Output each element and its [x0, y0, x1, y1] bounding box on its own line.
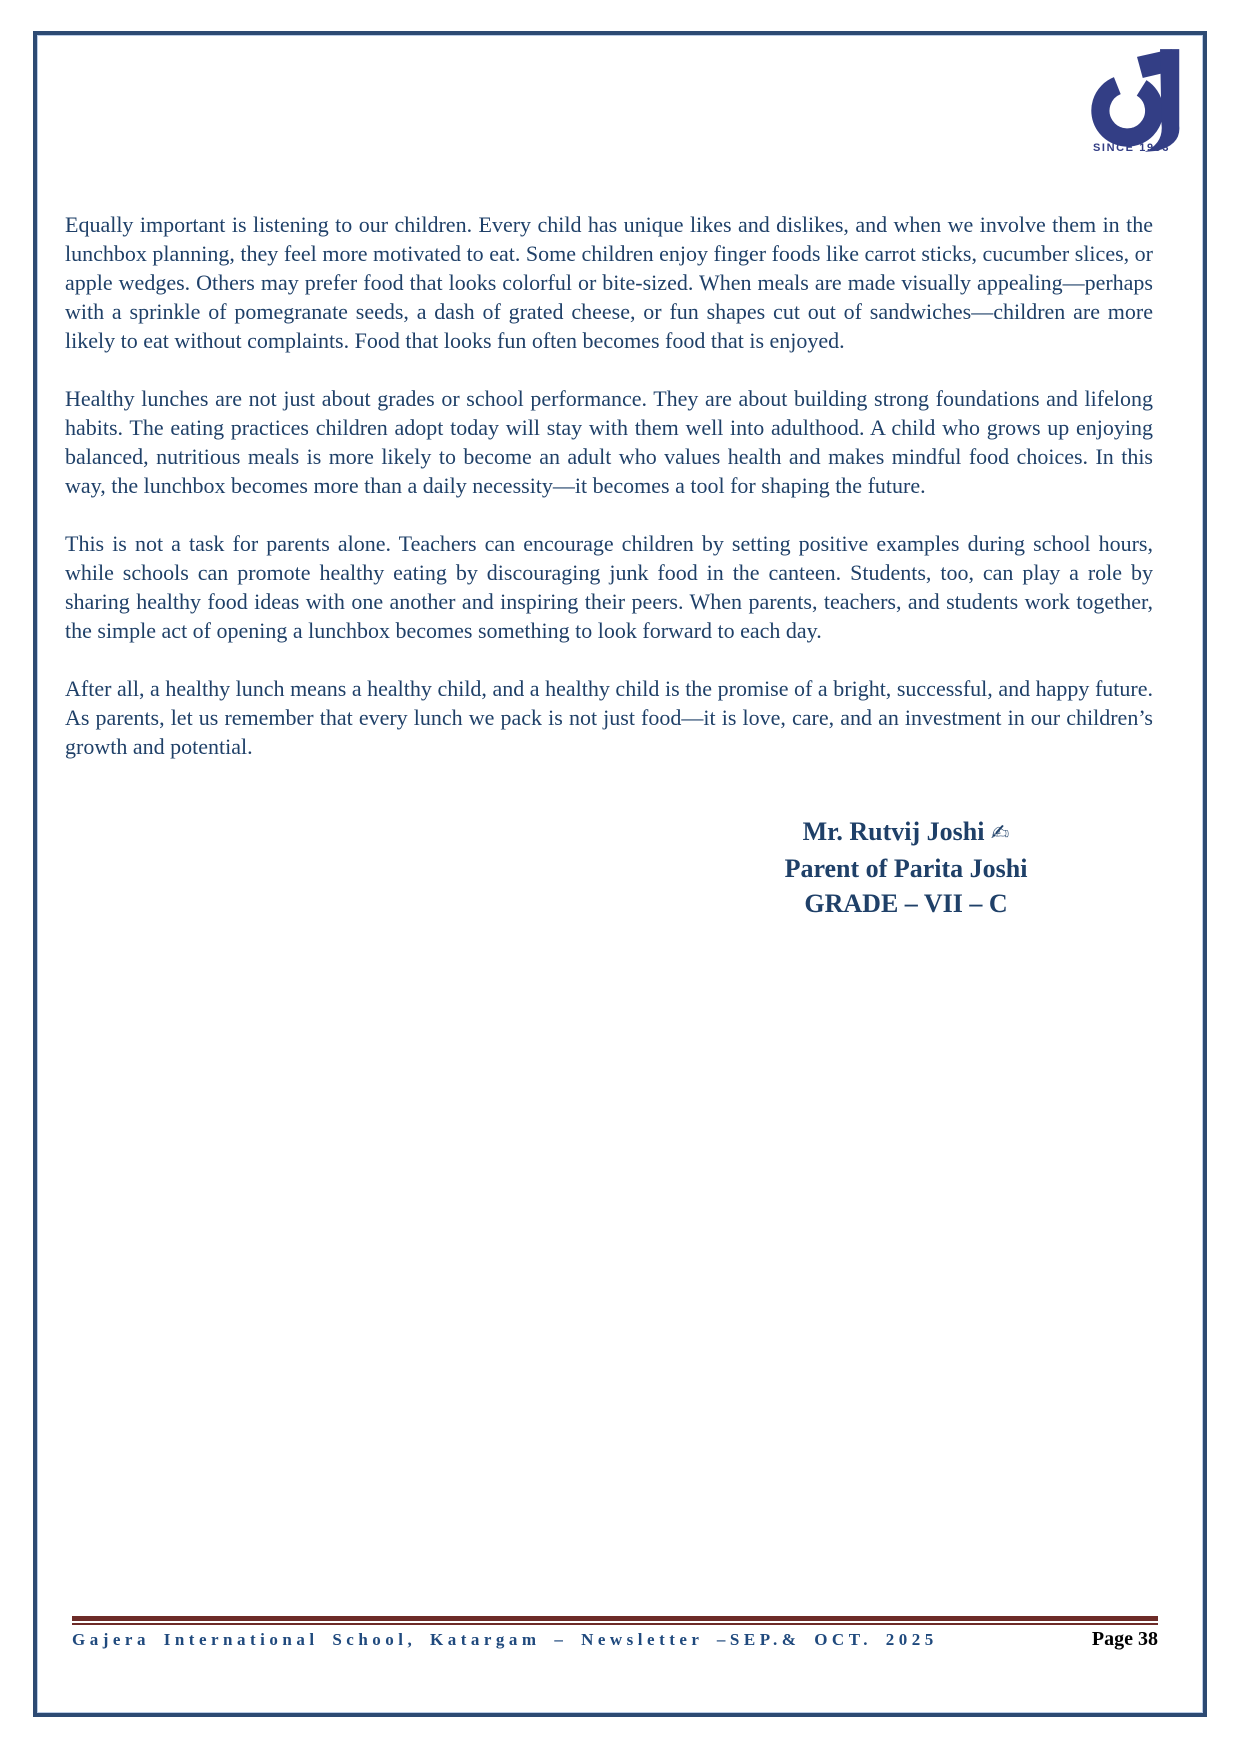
author-grade: GRADE – VII – C — [804, 889, 1008, 918]
paragraph-4: After all, a healthy lunch means a healthy child, and a healthy child is the promise of a bright, successful, and happy future. As parents, let us remember that every lunch we pack is not just food—it is love, care, and an investment in our children’s growth and potential. — [65, 676, 1153, 759]
author-relation: Parent of Parita Joshi — [784, 854, 1028, 883]
paragraph-2: Healthy lunches are not just about grades or school performance. They are about building strong foundations and lifelong habits. The eating practices children adopt today will stay with them well into adulthood. A child who grows up enjoying balanced, nutritious meals is more likely to become an adult who values health and makes mindful food choices. In this way, the lunchbox becomes more than a daily necessity—it becomes a tool for shaping the future. — [65, 386, 1153, 498]
footer-row — [72, 1628, 1158, 1651]
paragraph-1: Equally important is listening to our children. Every child has unique likes and dislikes, and when we involve them in the lunchbox planning, they feel more motivated to eat. Some children enjoy finger foods like carrot sticks, cucumber slices, or apple wedges. Others may prefer food that looks colorful or bite-sized. When meals are made visually appealing—perhaps with a sprinkle of pomegranate seeds, a dash of grated cheese, or fun shapes cut out of sandwiches—children are more likely to eat without complaints. Food that looks fun often becomes food that is enjoyed. — [65, 212, 1153, 353]
logo-a-icon — [1089, 46, 1185, 156]
paragraph-3: This is not a task for parents alone. Teachers can encourage children by setting positive examples during school hours, while schools can promote healthy eating by discouraging junk food in the canteen. Students, too, can play a role by sharing healthy food ideas with one another and inspiring their peers. When parents, teachers, and students work together, the simple act of opening a lunchbox becomes something to look forward to each day. — [65, 531, 1153, 643]
author-name-line — [731, 814, 1081, 851]
author-name: Mr. Rutvij Joshi — [802, 817, 985, 846]
page-number: Page 38 — [1091, 1628, 1158, 1650]
article-body — [65, 210, 1153, 921]
page-footer — [72, 1616, 1158, 1651]
footer-rule — [72, 1616, 1158, 1625]
signature-block — [731, 814, 1081, 921]
footer-school-label: Gajera International School, Katargam – Newsletter –SEP.& OCT. 2025 — [72, 1630, 938, 1649]
logo-since-label: SINCE 1993 — [1093, 142, 1171, 154]
school-logo — [1089, 46, 1189, 154]
writing-hand-icon: ✍ — [990, 821, 1010, 846]
